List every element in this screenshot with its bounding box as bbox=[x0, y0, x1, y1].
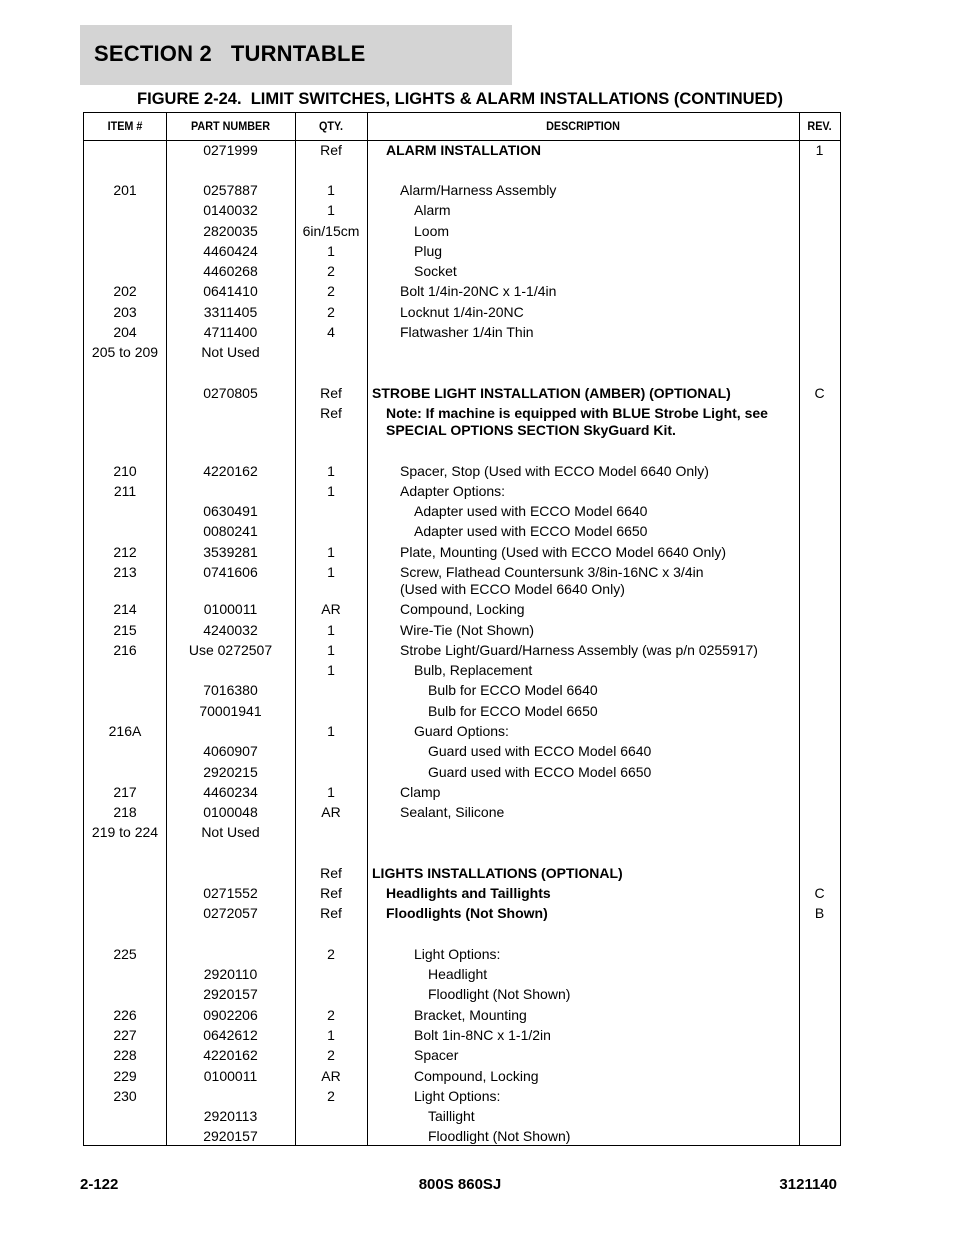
qty-cell: AR bbox=[321, 804, 341, 820]
description-cell: Floodlights (Not Shown) bbox=[386, 905, 548, 921]
description-cell: Bracket, Mounting bbox=[414, 1007, 527, 1023]
description-cell: Compound, Locking bbox=[414, 1068, 539, 1084]
part-number-cell: 0641410 bbox=[203, 283, 258, 299]
item-number-cell: 229 bbox=[113, 1068, 137, 1084]
part-number-cell: 2920113 bbox=[203, 1108, 258, 1124]
description-cell: Wire-Tie (Not Shown) bbox=[400, 622, 535, 638]
part-number-cell: Use 0272507 bbox=[188, 642, 273, 658]
qty-cell: 1 bbox=[327, 463, 335, 479]
description-cell: Adapter used with ECCO Model 6640 bbox=[414, 503, 648, 519]
description-cell: Adapter used with ECCO Model 6650 bbox=[414, 523, 648, 539]
description-cell: Screw, Flathead Countersunk 3/8in-16NC x 3/4in (Used with ECCO Model 6640 Only) bbox=[400, 564, 704, 597]
header-divider bbox=[84, 140, 840, 141]
qty-cell: Ref bbox=[320, 405, 342, 421]
description-cell: Bulb for ECCO Model 6640 bbox=[428, 682, 598, 698]
item-number-cell: 201 bbox=[113, 182, 137, 198]
description-cell: Plate, Mounting (Used with ECCO Model 6640 Only) bbox=[400, 544, 727, 560]
item-number-cell: 217 bbox=[113, 784, 137, 800]
part-number-cell: 2920157 bbox=[203, 1128, 258, 1144]
item-number-cell: 214 bbox=[113, 601, 137, 617]
item-number-cell: 215 bbox=[113, 622, 137, 638]
qty-cell: 2 bbox=[327, 1007, 335, 1023]
qty-cell: 2 bbox=[327, 1047, 335, 1063]
part-number-cell: 4060907 bbox=[203, 743, 258, 759]
qty-cell: 1 bbox=[327, 784, 335, 800]
part-number-cell: 70001941 bbox=[199, 703, 262, 719]
part-number-cell: 4460268 bbox=[203, 263, 258, 279]
item-number-cell: 225 bbox=[113, 946, 137, 962]
qty-cell: 2 bbox=[327, 283, 335, 299]
item-number-cell: 204 bbox=[113, 324, 137, 340]
description-cell: Bolt 1in-8NC x 1-1/2in bbox=[414, 1027, 551, 1043]
qty-cell: Ref bbox=[320, 142, 342, 158]
qty-cell: 1 bbox=[327, 662, 335, 678]
part-number-cell: 4240032 bbox=[203, 622, 258, 638]
qty-cell: 1 bbox=[327, 622, 335, 638]
description-cell: Note: If machine is equipped with BLUE Strobe Light, see SPECIAL OPTIONS SECTION SkyGuard Kit. bbox=[386, 405, 768, 438]
qty-cell: Ref bbox=[320, 385, 342, 401]
item-number-cell: 219 to 224 bbox=[91, 824, 159, 840]
description-cell: Taillight bbox=[428, 1108, 475, 1124]
part-number-cell: Not Used bbox=[201, 824, 260, 840]
part-number-cell: 0100048 bbox=[203, 804, 258, 820]
description-cell: Guard used with ECCO Model 6640 bbox=[428, 743, 652, 759]
part-number-cell: 0630491 bbox=[203, 503, 258, 519]
qty-cell: 1 bbox=[327, 483, 335, 499]
column-header-item: ITEM # bbox=[107, 119, 143, 133]
section-title: SECTION 2 TURNTABLE bbox=[94, 41, 366, 66]
item-number-cell: 218 bbox=[113, 804, 137, 820]
description-cell: Locknut 1/4in-20NC bbox=[400, 304, 524, 320]
qty-cell: Ref bbox=[320, 865, 342, 881]
rev-cell: C bbox=[814, 885, 825, 901]
part-number-cell: 2920215 bbox=[203, 764, 258, 780]
part-number-cell: 0271552 bbox=[203, 885, 258, 901]
description-cell: Bulb for ECCO Model 6650 bbox=[428, 703, 598, 719]
item-number-cell: 227 bbox=[113, 1027, 137, 1043]
qty-cell: AR bbox=[321, 1068, 341, 1084]
part-number-cell: 7016380 bbox=[203, 682, 258, 698]
qty-cell: 2 bbox=[327, 263, 335, 279]
part-number-cell: 0140032 bbox=[203, 202, 258, 218]
item-number-cell: 211 bbox=[113, 483, 137, 499]
qty-cell: 1 bbox=[327, 243, 335, 259]
item-number-cell: 213 bbox=[113, 564, 137, 580]
description-cell: Guard Options: bbox=[414, 723, 509, 739]
qty-cell: Ref bbox=[320, 885, 342, 901]
description-cell: Clamp bbox=[400, 784, 441, 800]
part-number-cell: 3539281 bbox=[203, 544, 258, 560]
model-number: 800S 860SJ bbox=[418, 1176, 502, 1193]
part-number-cell: 2920110 bbox=[203, 966, 258, 982]
item-number-cell: 202 bbox=[113, 283, 137, 299]
qty-cell: 4 bbox=[327, 324, 335, 340]
item-number-cell: 230 bbox=[113, 1088, 137, 1104]
qty-cell: Ref bbox=[320, 905, 342, 921]
part-number-cell: 4460424 bbox=[203, 243, 258, 259]
qty-cell: 2 bbox=[327, 1088, 335, 1104]
rev-cell: 1 bbox=[815, 142, 824, 158]
column-divider bbox=[367, 113, 368, 1145]
qty-cell: 2 bbox=[327, 304, 335, 320]
description-cell: Alarm bbox=[414, 202, 451, 218]
part-number-cell: 4460234 bbox=[203, 784, 258, 800]
description-cell: Light Options: bbox=[414, 1088, 501, 1104]
part-number-cell: 3311405 bbox=[203, 304, 258, 320]
description-cell: Sealant, Silicone bbox=[400, 804, 505, 820]
item-number-cell: 205 to 209 bbox=[91, 344, 159, 360]
item-number-cell: 228 bbox=[113, 1047, 137, 1063]
description-cell: STROBE LIGHT INSTALLATION (AMBER) (OPTIONAL) bbox=[372, 385, 731, 401]
description-cell: Guard used with ECCO Model 6650 bbox=[428, 764, 652, 780]
description-cell: Plug bbox=[414, 243, 443, 259]
description-cell: Strobe Light/Guard/Harness Assembly (was p/n 0255917) bbox=[400, 642, 758, 658]
description-cell: Bulb, Replacement bbox=[414, 662, 533, 678]
description-cell: Socket bbox=[414, 263, 457, 279]
part-number-cell: 0741606 bbox=[203, 564, 258, 580]
part-number-cell: 0100011 bbox=[203, 1068, 258, 1084]
item-number-cell: 210 bbox=[113, 463, 137, 479]
item-number-cell: 216A bbox=[108, 723, 142, 739]
part-number-cell: 2820035 bbox=[203, 223, 258, 239]
item-number-cell: 226 bbox=[113, 1007, 137, 1023]
part-number-cell: 0257887 bbox=[203, 182, 258, 198]
item-number-cell: 216 bbox=[113, 642, 137, 658]
column-header-description: DESCRIPTION bbox=[546, 119, 620, 133]
rev-cell: B bbox=[814, 905, 825, 921]
qty-cell: 1 bbox=[327, 564, 335, 580]
part-number-cell: 0270805 bbox=[203, 385, 258, 401]
parts-table bbox=[83, 112, 841, 1146]
qty-cell: 1 bbox=[327, 1027, 335, 1043]
item-number-cell: 212 bbox=[113, 544, 137, 560]
description-cell: Spacer bbox=[414, 1047, 459, 1063]
description-cell: Floodlight (Not Shown) bbox=[428, 1128, 571, 1144]
qty-cell: 1 bbox=[327, 182, 335, 198]
qty-cell: AR bbox=[321, 601, 341, 617]
description-cell: Floodlight (Not Shown) bbox=[428, 986, 571, 1002]
part-number-cell: 0100011 bbox=[203, 601, 258, 617]
column-header-part-number: PART NUMBER bbox=[190, 119, 271, 133]
qty-cell: 2 bbox=[327, 946, 335, 962]
description-cell: Bolt 1/4in-20NC x 1-1/4in bbox=[400, 283, 557, 299]
part-number-cell: 0902206 bbox=[203, 1007, 258, 1023]
column-header-rev: REV. bbox=[807, 119, 832, 133]
part-number-cell: 4220162 bbox=[203, 1047, 258, 1063]
document-number: 3121140 bbox=[779, 1176, 837, 1193]
item-number-cell: 203 bbox=[113, 304, 137, 320]
description-cell: Compound, Locking bbox=[400, 601, 525, 617]
part-number-cell: 0272057 bbox=[203, 905, 258, 921]
qty-cell: 1 bbox=[327, 642, 335, 658]
part-number-cell: 0271999 bbox=[203, 142, 258, 158]
description-cell: Headlight bbox=[428, 966, 488, 982]
part-number-cell: 2920157 bbox=[203, 986, 258, 1002]
description-cell: Adapter Options: bbox=[400, 483, 506, 499]
description-cell: Spacer, Stop (Used with ECCO Model 6640 Only) bbox=[400, 463, 709, 479]
qty-cell: 6in/15cm bbox=[302, 223, 360, 239]
figure-title: FIGURE 2-24. LIMIT SWITCHES, LIGHTS & ALARM INSTALLATIONS (CONTINUED) bbox=[137, 90, 783, 108]
part-number-cell: Not Used bbox=[201, 344, 260, 360]
description-cell: LIGHTS INSTALLATIONS (OPTIONAL) bbox=[372, 865, 623, 881]
page-number: 2-122 bbox=[80, 1176, 119, 1193]
description-cell: Alarm/Harness Assembly bbox=[400, 182, 557, 198]
rev-cell: C bbox=[814, 385, 825, 401]
description-cell: Loom bbox=[414, 223, 450, 239]
qty-cell: 1 bbox=[327, 202, 335, 218]
description-cell: Headlights and Taillights bbox=[386, 885, 551, 901]
description-cell: ALARM INSTALLATION bbox=[386, 142, 542, 158]
part-number-cell: 4711400 bbox=[203, 324, 258, 340]
column-divider bbox=[799, 113, 800, 1145]
description-cell: Light Options: bbox=[414, 946, 501, 962]
section-header-bar bbox=[80, 25, 512, 85]
part-number-cell: 0642612 bbox=[203, 1027, 258, 1043]
column-header-qty: QTY. bbox=[318, 119, 343, 133]
part-number-cell: 4220162 bbox=[203, 463, 258, 479]
description-cell: Flatwasher 1/4in Thin bbox=[400, 324, 534, 340]
part-number-cell: 0080241 bbox=[203, 523, 258, 539]
qty-cell: 1 bbox=[327, 544, 335, 560]
qty-cell: 1 bbox=[327, 723, 335, 739]
